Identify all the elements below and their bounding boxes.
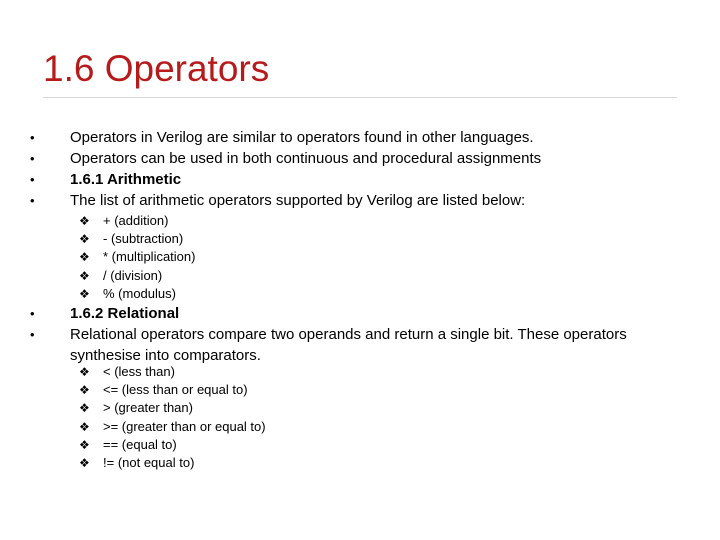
bullet-text: Operators in Verilog are similar to operators found in other languages. [70, 129, 534, 146]
relational-operator-list [79, 363, 663, 472]
diamond-bullet-icon: ❖ [79, 286, 90, 301]
bullet-icon: • [30, 151, 35, 166]
bullet-text: Relational operators compare two operands and return a single bit. These operators synthesise into comparators. [70, 326, 627, 364]
list-item [79, 381, 663, 399]
diamond-bullet-icon: ❖ [79, 268, 90, 283]
list-item [79, 285, 663, 303]
operator-text: % (modulus) [103, 285, 176, 301]
diamond-bullet-icon: ❖ [79, 437, 90, 452]
list-item [79, 363, 663, 381]
list-item [30, 148, 670, 169]
title-divider [43, 97, 677, 98]
list-item [30, 190, 670, 211]
diamond-bullet-icon: ❖ [79, 214, 90, 228]
diamond-bullet-icon: ❖ [79, 419, 90, 434]
diamond-bullet-icon: ❖ [79, 232, 90, 247]
diamond-bullet-icon: ❖ [79, 365, 90, 379]
list-item [79, 212, 663, 230]
list-item [30, 303, 650, 324]
list-item [79, 267, 663, 285]
list-item [79, 436, 663, 454]
section-heading-arithmetic: 1.6.1 Arithmetic [70, 171, 182, 188]
second-bullet-list [30, 303, 650, 366]
bullet-icon: • [30, 130, 35, 145]
operator-text: > (greater than) [103, 400, 193, 416]
operator-text: >= (greater than or equal to) [103, 418, 266, 434]
list-item [79, 230, 663, 248]
bullet-icon: • [30, 306, 35, 321]
operator-text: == (equal to) [103, 436, 177, 452]
diamond-bullet-icon: ❖ [79, 401, 90, 416]
slide-title: 1.6 Operators [43, 48, 270, 89]
bullet-icon: • [30, 172, 35, 187]
list-item [79, 399, 663, 417]
list-item [30, 169, 670, 190]
list-item [30, 324, 650, 366]
list-item [30, 127, 670, 148]
operator-text: * (multiplication) [103, 249, 196, 265]
diamond-bullet-icon: ❖ [79, 383, 90, 398]
bullet-text: Operators can be used in both continuous and procedural assignments [70, 150, 542, 167]
operator-text: + (addition) [103, 213, 169, 228]
diamond-bullet-icon: ❖ [79, 456, 90, 471]
operator-text: != (not equal to) [103, 455, 195, 471]
section-heading-relational: 1.6.2 Relational [70, 305, 180, 322]
list-item [79, 248, 663, 266]
bullet-text: The list of arithmetic operators supported by Verilog are listed below: [70, 192, 526, 209]
main-bullet-list [30, 127, 670, 211]
list-item [79, 454, 663, 472]
diamond-bullet-icon: ❖ [79, 250, 90, 265]
arithmetic-operator-list [79, 212, 663, 303]
bullet-icon: • [30, 327, 35, 342]
operator-text: < (less than) [103, 364, 175, 379]
operator-text: / (division) [103, 267, 163, 283]
operator-text: - (subtraction) [103, 231, 184, 247]
list-item [79, 418, 663, 436]
bullet-icon: • [30, 193, 35, 208]
operator-text: <= (less than or equal to) [103, 382, 248, 398]
